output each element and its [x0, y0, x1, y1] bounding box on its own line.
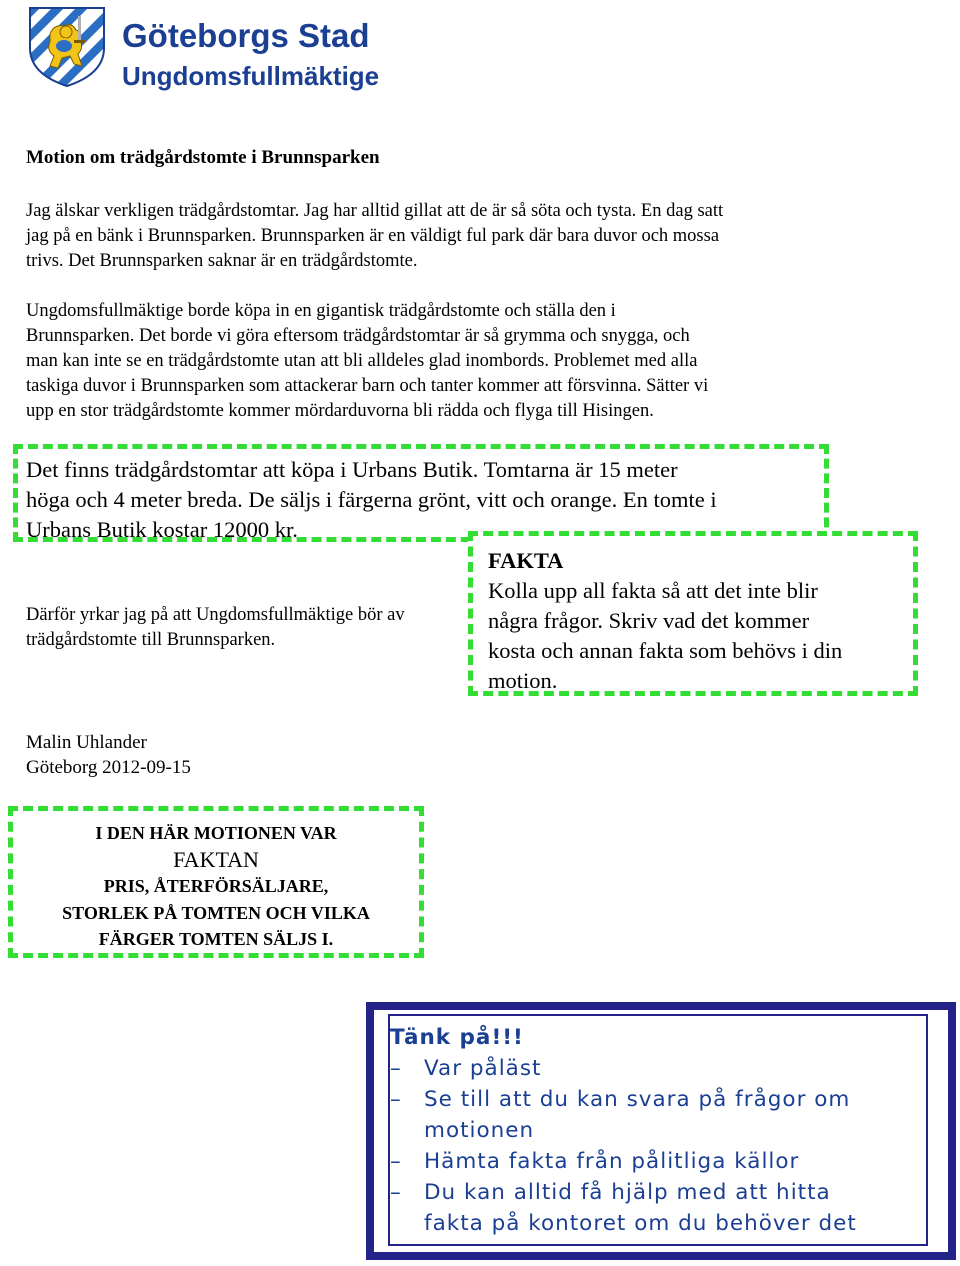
motion-claim: [26, 603, 405, 653]
text-line: kosta och annan fakta som behövs i din: [488, 638, 843, 663]
summary-line: I DEN HÄR MOTIONEN VAR: [95, 823, 337, 843]
org-name: Göteborgs Stad: [122, 17, 370, 54]
text-line: Jag älskar verkligen trädgårdstomtar. Jag har alltid gillat att de är så söta och tysta. En dag satt: [26, 201, 724, 221]
fakta-tip-body: [488, 576, 842, 696]
motion-paragraph-2: [26, 299, 708, 424]
place-date: Göteborg 2012-09-15: [26, 757, 191, 778]
text-line: man kan inte se en trädgårdstomte utan att bli alldeles glad inombords. Problemet med alla: [26, 351, 698, 371]
dash-bullet: –: [390, 1087, 402, 1112]
list-item: [390, 1146, 857, 1177]
list-item-text: fakta på kontoret om du behöver det: [424, 1211, 857, 1236]
list-item-text: Se till att du kan svara på frågor om: [424, 1087, 851, 1112]
list-item-text: motionen: [424, 1118, 535, 1143]
text-line: motion.: [488, 668, 558, 693]
motion-paragraph-1: [26, 199, 723, 274]
list-item-text: Du kan alltid få hjälp med att hitta: [424, 1180, 831, 1205]
dash-bullet: –: [390, 1149, 402, 1174]
summary-line: FÄRGER TOMTEN SÄLJS I.: [98, 929, 334, 949]
text-line: Urbans Butik kostar 12000 kr.: [26, 517, 298, 542]
fakta-tip-box: [468, 531, 918, 696]
motion-title: Motion om trädgårdstomte i Brunnsparken: [26, 147, 380, 168]
think-title: Tänk på!!!: [390, 1025, 524, 1050]
coat-of-arms-icon: [24, 2, 110, 88]
list-item-text: Hämta fakta från pålitliga källor: [424, 1149, 800, 1174]
summary-text: [8, 820, 424, 953]
org-subtitle: Ungdomsfullmäktige: [122, 61, 380, 91]
summary-line: PRIS, ÅTERFÖRSÄLJARE,: [103, 876, 329, 896]
text-line: upp en stor trädgårdstomte kommer mördarduvorna bli rädda och flyga till Hisingen.: [26, 401, 654, 421]
text-line: jag på en bänk i Brunnsparken. Brunnsparken är en väldigt ful park där bara duvor och mossa: [26, 226, 720, 246]
text-line: trädgårdstomte till Brunnsparken.: [26, 630, 276, 650]
text-line: Brunnsparken. Det borde vi göra eftersom trädgårdstomtar är så grymma och snygga, och: [26, 326, 690, 346]
text-line: några frågor. Skriv vad det kommer: [488, 608, 810, 633]
fakta-tip-title: FAKTA: [488, 548, 564, 573]
summary-line: FAKTAN: [173, 846, 259, 872]
signature-block: [26, 730, 191, 780]
list-item: [390, 1177, 857, 1239]
list-item: [390, 1084, 857, 1146]
dash-bullet: –: [390, 1056, 402, 1081]
list-item: [390, 1053, 857, 1084]
text-line: trivs. Det Brunnsparken saknar är en trädgårdstomte.: [26, 251, 418, 271]
text-line: höga och 4 meter breda. De säljs i färgerna grönt, vitt och orange. En tomte i: [26, 487, 717, 512]
text-line: Därför yrkar jag på att Ungdomsfullmäktige bör av: [26, 605, 405, 625]
text-line: Kolla upp all fakta så att det inte blir: [488, 578, 818, 603]
summary-line: STORLEK PÅ TOMTEN OCH VILKA: [62, 902, 370, 923]
think-list: [390, 1053, 857, 1239]
text-line: Ungdomsfullmäktige borde köpa in en gigantisk trädgårdstomte och ställa den i: [26, 301, 616, 321]
list-item-text: Var påläst: [424, 1056, 542, 1081]
author-name: Malin Uhlander: [26, 732, 147, 753]
text-line: Det finns trädgårdstomtar att köpa i Urbans Butik. Tomtarna är 15 meter: [26, 457, 678, 482]
dash-bullet: –: [390, 1180, 402, 1205]
text-line: taskiga duvor i Brunnsparken som attackerar barn och tanter kommer att försvinna. Sätter vi: [26, 376, 709, 396]
